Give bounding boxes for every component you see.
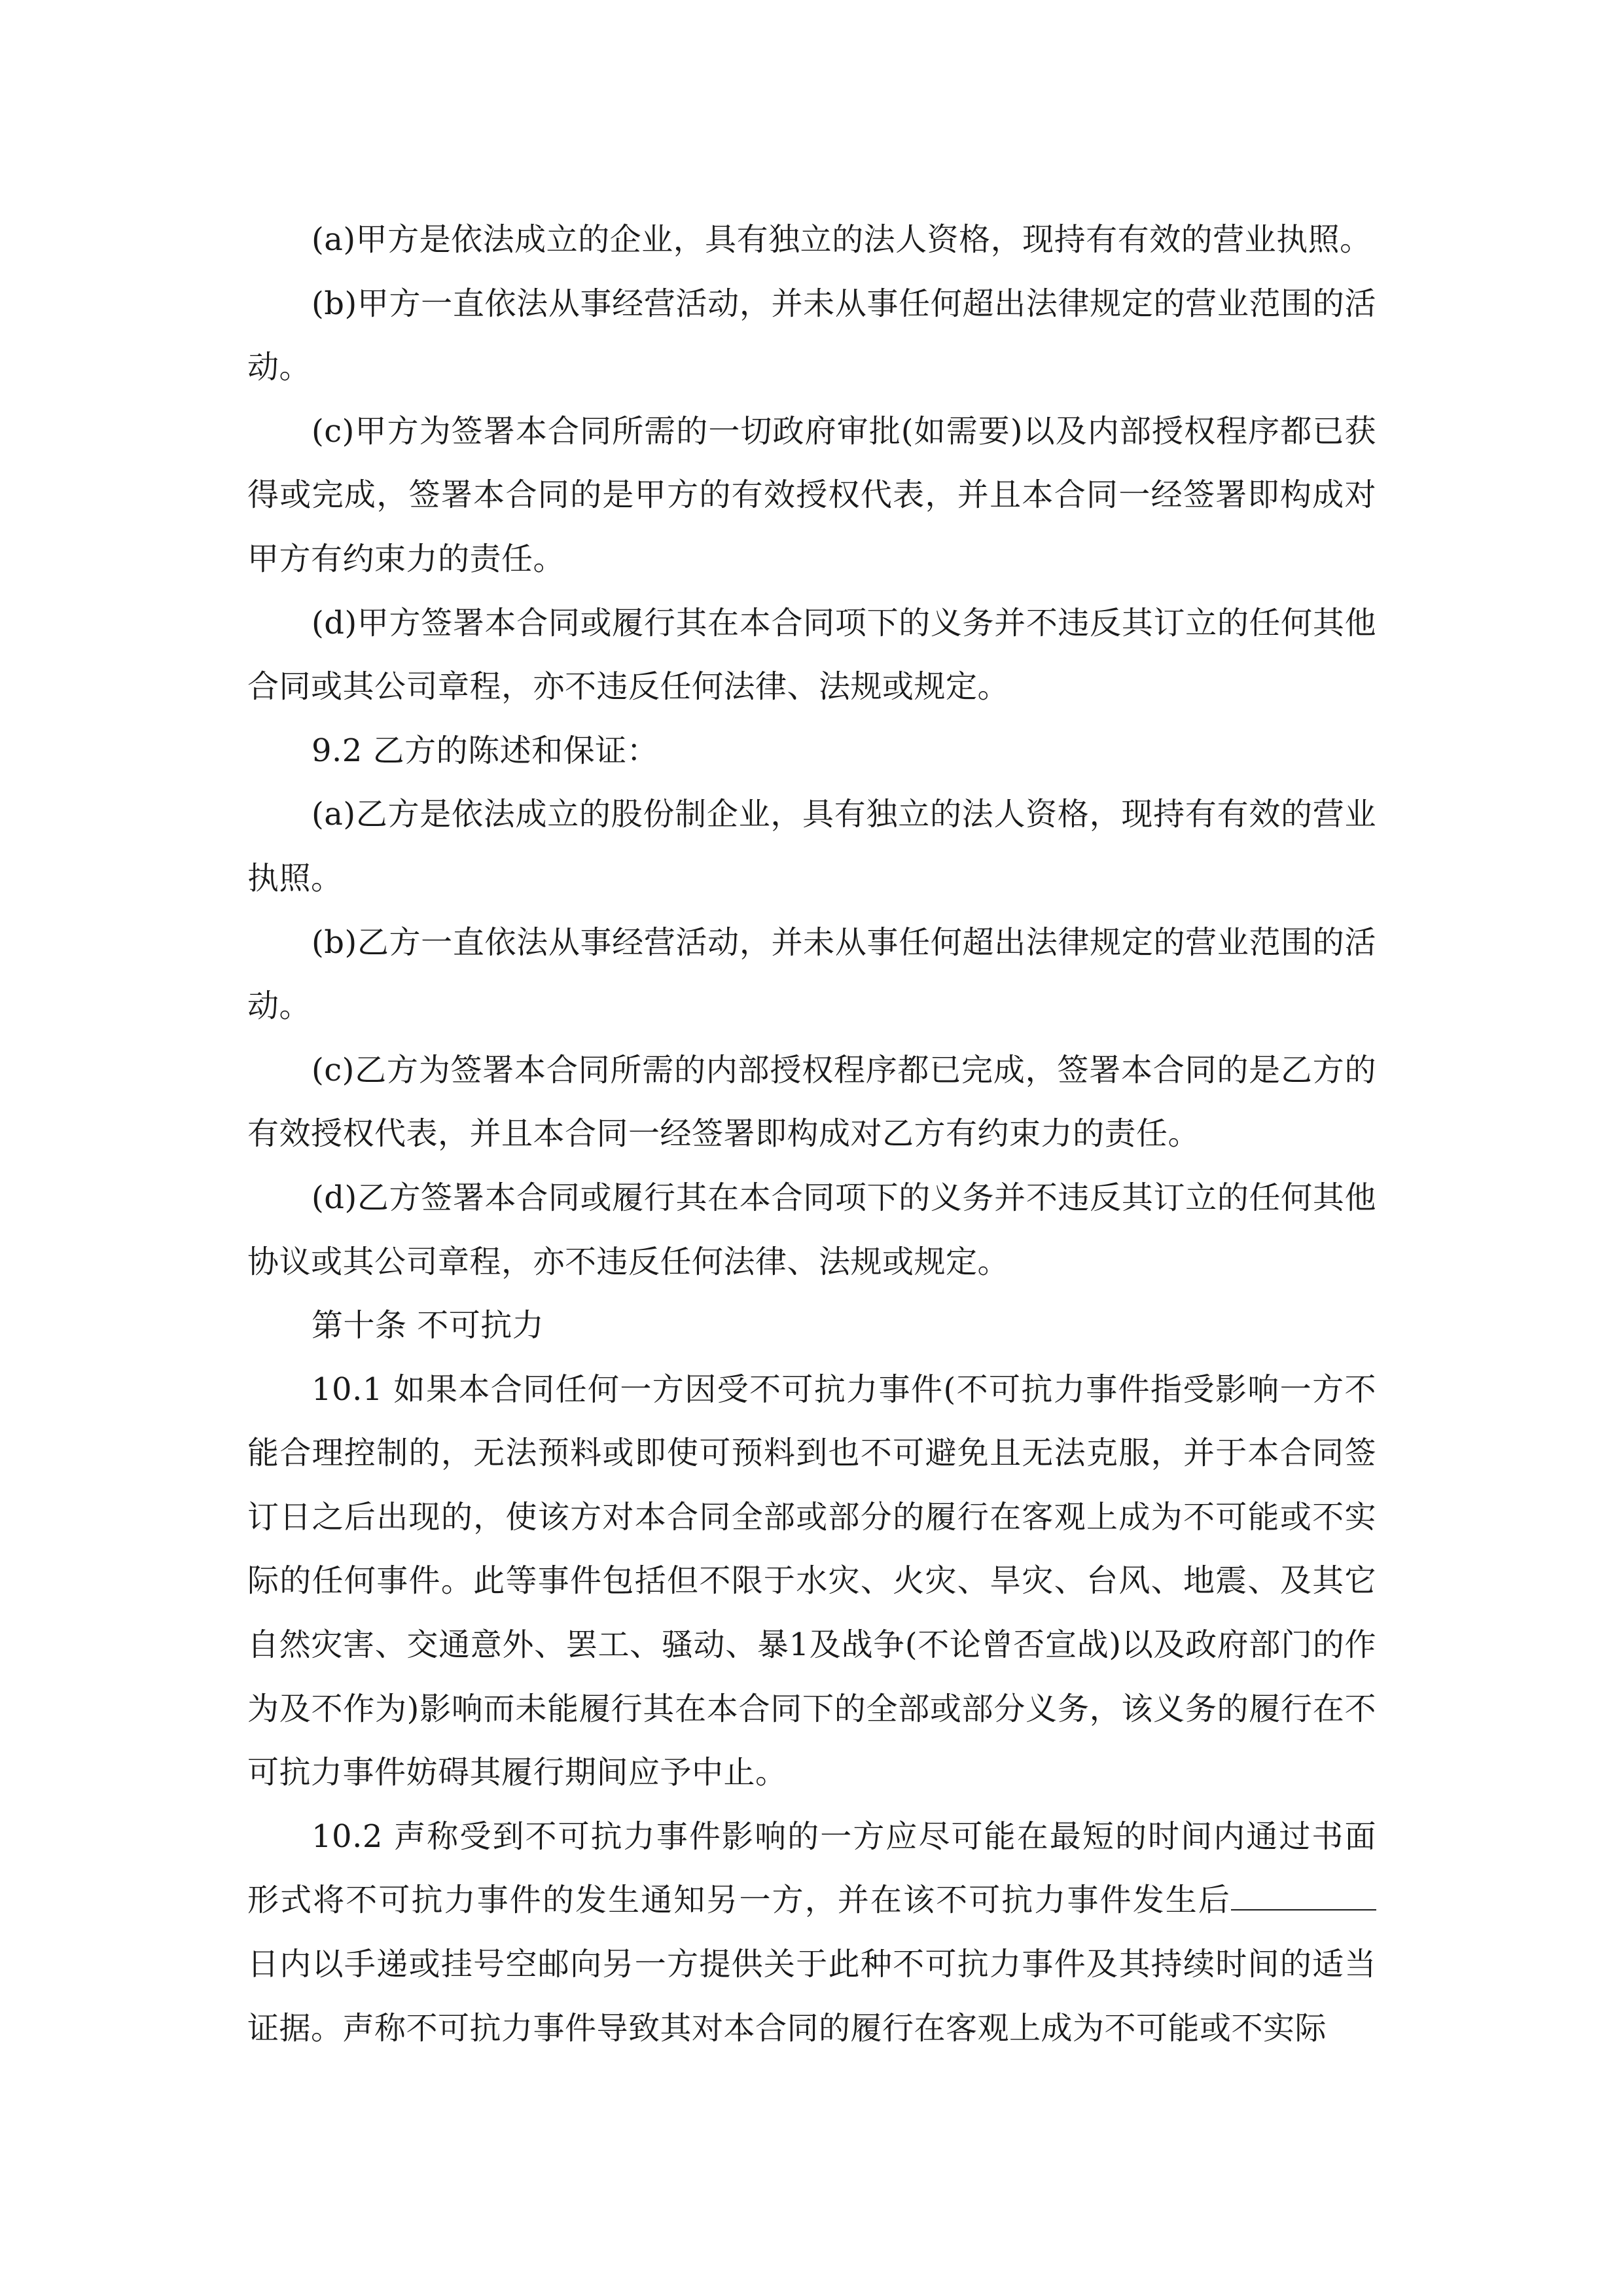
clause-9-1-a: (a)甲方是依法成立的企业，具有独立的法人资格，现持有有效的营业执照。 [312, 221, 1372, 258]
article-10-heading: 第十条 不可抗力 [312, 1307, 544, 1344]
document-body [247, 208, 1376, 2060]
clause-9-1-d: (d)甲方签署本合同或履行其在本合同项下的义务并不违反其订立的任何其他合同或其公司章程，亦不违反任何法律、法规或规定。 [247, 604, 1376, 706]
clause-10-2 [247, 1805, 1376, 2060]
clause-9-2-b: (b)乙方一直依法从事经营活动，并未从事任何超出法律规定的营业范围的活动。 [247, 924, 1376, 1025]
clause-10-2-text-end: 日内以手递或挂号空邮向另一方提供关于此种不可抗力事件及其持续时间的适当证据。声称不可抗力事件导致其对本合同的履行在客观上成为不可能或不实际 [247, 1946, 1376, 2047]
fill-in-blank-days [1231, 1870, 1376, 1910]
clause-9-1-c: (c)甲方为签署本合同所需的一切政府审批(如需要)以及内部授权程序都已获得或完成，签署本合同的是甲方的有效授权代表，并且本合同一经签署即构成对甲方有约束力的责任。 [247, 412, 1376, 577]
clause-9-2-heading: 9.2 乙方的陈述和保证： [312, 732, 659, 769]
clause-10-1: 10.1 如果本合同任何一方因受不可抗力事件(不可抗力事件指受影响一方不能合理控制的，无法预料或即使可预料到也不可避免且无法克服，并于本合同签订日之后出现的，使该方对本合同全部或部分的履行在客观上成为不可能或不实际的任何事件。此等事件包括但不限于水灾、火灾、旱灾、台风、地震、及其它自然灾害、交通意外、罢工、骚动、暴1及战争(不论曾否宣战)以及政府部门的作为及不作为)影响而未能履行其在本合同下的全部或部分义务，该义务的履行在不可抗力事件妨碍其履行期间应予中止。 [247, 1371, 1376, 1791]
clause-9-2-d: (d)乙方签署本合同或履行其在本合同项下的义务并不违反其订立的任何其他协议或其公司章程，亦不违反任何法律、法规或规定。 [247, 1179, 1376, 1280]
clause-9-2-c: (c)乙方为签署本合同所需的内部授权程序都已完成，签署本合同的是乙方的有效授权代表，并且本合同一经签署即构成对乙方有约束力的责任。 [247, 1051, 1376, 1153]
clause-9-2-a: (a)乙方是依法成立的股份制企业，具有独立的法人资格，现持有有效的营业执照。 [247, 796, 1376, 897]
clause-10-2-text-start: 10.2 声称受到不可抗力事件影响的一方应尽可能在最短的时间内通过书面形式将不可抗力事件的发生通知另一方，并在该不可抗力事件发生后 [247, 1818, 1376, 1919]
clause-9-1-b: (b)甲方一直依法从事经营活动，并未从事任何超出法律规定的营业范围的活动。 [247, 285, 1376, 386]
